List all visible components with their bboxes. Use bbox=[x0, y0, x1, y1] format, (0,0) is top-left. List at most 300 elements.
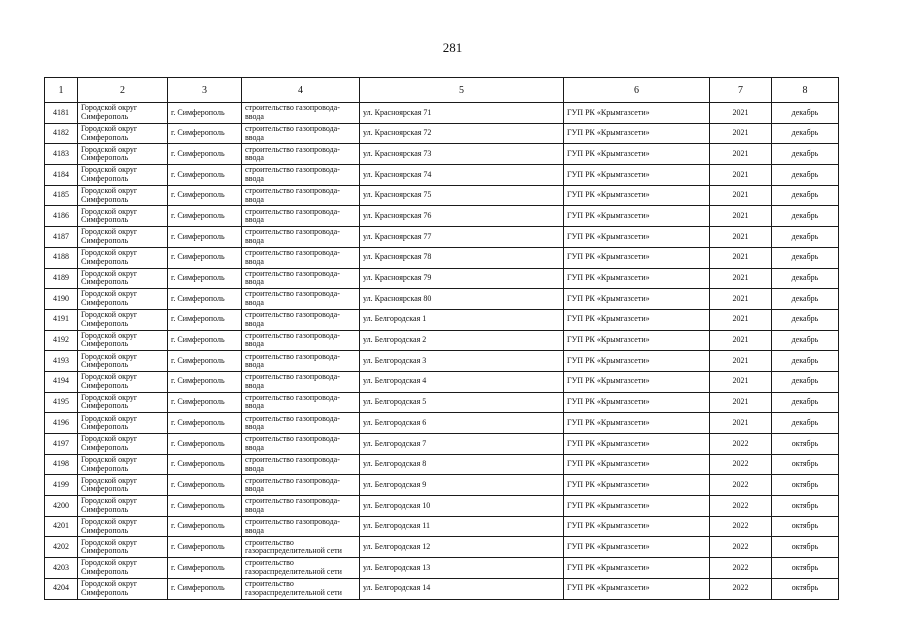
address-cell: ул. Белгородская 14 bbox=[360, 578, 564, 599]
organization-cell: ГУП РК «Крымгазсети» bbox=[564, 434, 710, 455]
year-cell: 2021 bbox=[710, 351, 772, 372]
work-type-line: ввода bbox=[245, 235, 264, 245]
address-cell: ул. Белгородская 13 bbox=[360, 558, 564, 579]
organization-cell: ГУП РК «Крымгазсети» bbox=[564, 103, 710, 124]
organization-cell: ГУП РК «Крымгазсети» bbox=[564, 516, 710, 537]
work-type-cell bbox=[242, 537, 360, 558]
organization-cell: ГУП РК «Крымгазсети» bbox=[564, 413, 710, 434]
address-cell: ул. Белгородская 5 bbox=[360, 392, 564, 413]
work-type-line: строительство газопровода- bbox=[245, 330, 340, 340]
district-line: Городской округ bbox=[81, 579, 138, 589]
address-cell: ул. Красноярская 80 bbox=[360, 289, 564, 310]
column-header: 1 bbox=[45, 78, 78, 103]
city-cell: г. Симферополь bbox=[168, 206, 242, 227]
district-cell bbox=[78, 268, 168, 289]
address-cell: ул. Красноярская 77 bbox=[360, 227, 564, 248]
row-number-cell: 4192 bbox=[45, 330, 78, 351]
district-line: Симферополь bbox=[81, 504, 129, 514]
work-type-line: строительство bbox=[245, 558, 294, 568]
address-cell: ул. Белгородская 6 bbox=[360, 413, 564, 434]
work-type-line: газораспределительной сети bbox=[245, 566, 342, 576]
district-line: Городской округ bbox=[81, 165, 138, 175]
row-number-cell: 4199 bbox=[45, 475, 78, 496]
row-number-cell: 4187 bbox=[45, 227, 78, 248]
work-type-line: ввода bbox=[245, 525, 264, 535]
district-line: Городской округ bbox=[81, 454, 138, 464]
month-cell: октябрь bbox=[772, 558, 839, 579]
district-cell bbox=[78, 413, 168, 434]
address-cell: ул. Красноярская 71 bbox=[360, 103, 564, 124]
work-type-cell bbox=[242, 144, 360, 165]
work-type-line: ввода bbox=[245, 318, 264, 328]
year-cell: 2021 bbox=[710, 165, 772, 186]
city-cell: г. Симферополь bbox=[168, 454, 242, 475]
city-cell: г. Симферополь bbox=[168, 268, 242, 289]
work-type-line: ввода bbox=[245, 111, 264, 121]
district-line: Симферополь bbox=[81, 339, 129, 349]
district-cell bbox=[78, 330, 168, 351]
address-cell: ул. Красноярская 73 bbox=[360, 144, 564, 165]
district-line: Городской округ bbox=[81, 186, 138, 195]
row-number-cell: 4198 bbox=[45, 454, 78, 475]
district-line: Городской округ bbox=[81, 206, 138, 216]
district-line: Городской округ bbox=[81, 351, 138, 361]
row-number-cell: 4186 bbox=[45, 206, 78, 227]
row-number-cell: 4204 bbox=[45, 578, 78, 599]
address-cell: ул. Белгородская 2 bbox=[360, 330, 564, 351]
work-type-line: строительство газопровода- bbox=[245, 248, 340, 258]
year-cell: 2022 bbox=[710, 537, 772, 558]
district-line: Городской округ bbox=[81, 103, 138, 113]
year-cell: 2022 bbox=[710, 496, 772, 517]
work-type-cell bbox=[242, 558, 360, 579]
table-row bbox=[45, 103, 839, 124]
address-cell: ул. Белгородская 12 bbox=[360, 537, 564, 558]
column-header: 4 bbox=[242, 78, 360, 103]
table-row bbox=[45, 371, 839, 392]
district-cell bbox=[78, 475, 168, 496]
city-cell: г. Симферополь bbox=[168, 123, 242, 144]
district-cell bbox=[78, 496, 168, 517]
month-cell: октябрь bbox=[772, 516, 839, 537]
address-cell: ул. Красноярская 72 bbox=[360, 123, 564, 144]
work-type-line: газораспределительной сети bbox=[245, 546, 342, 556]
work-type-cell bbox=[242, 227, 360, 248]
work-type-cell bbox=[242, 578, 360, 599]
district-cell bbox=[78, 558, 168, 579]
row-number-cell: 4201 bbox=[45, 516, 78, 537]
organization-cell: ГУП РК «Крымгазсети» bbox=[564, 123, 710, 144]
address-cell: ул. Белгородская 7 bbox=[360, 434, 564, 455]
year-cell: 2021 bbox=[710, 268, 772, 289]
table-row bbox=[45, 247, 839, 268]
work-type-line: строительство газопровода- bbox=[245, 413, 340, 423]
row-number-cell: 4182 bbox=[45, 123, 78, 144]
organization-cell: ГУП РК «Крымгазсети» bbox=[564, 578, 710, 599]
district-line: Городской округ bbox=[81, 248, 138, 258]
work-type-cell bbox=[242, 475, 360, 496]
year-cell: 2022 bbox=[710, 434, 772, 455]
city-cell: г. Симферополь bbox=[168, 144, 242, 165]
organization-cell: ГУП РК «Крымгазсети» bbox=[564, 289, 710, 310]
organization-cell: ГУП РК «Крымгазсети» bbox=[564, 558, 710, 579]
year-cell: 2021 bbox=[710, 309, 772, 330]
row-number-cell: 4197 bbox=[45, 434, 78, 455]
month-cell: декабрь bbox=[772, 185, 839, 206]
organization-cell: ГУП РК «Крымгазсети» bbox=[564, 496, 710, 517]
work-type-cell bbox=[242, 434, 360, 455]
work-type-line: ввода bbox=[245, 463, 264, 473]
district-cell bbox=[78, 309, 168, 330]
table-row bbox=[45, 309, 839, 330]
work-type-cell bbox=[242, 392, 360, 413]
district-line: Симферополь bbox=[81, 546, 129, 556]
work-type-line: ввода bbox=[245, 194, 264, 204]
district-line: Симферополь bbox=[81, 401, 129, 411]
row-number-cell: 4189 bbox=[45, 268, 78, 289]
district-line: Симферополь bbox=[81, 566, 129, 576]
work-type-line: строительство газопровода- bbox=[245, 165, 340, 175]
table-row bbox=[45, 558, 839, 579]
organization-cell: ГУП РК «Крымгазсети» bbox=[564, 392, 710, 413]
organization-cell: ГУП РК «Крымгазсети» bbox=[564, 227, 710, 248]
district-line: Городской округ bbox=[81, 434, 138, 444]
district-line: Симферополь bbox=[81, 587, 129, 597]
district-cell bbox=[78, 227, 168, 248]
work-type-cell bbox=[242, 309, 360, 330]
district-line: Симферополь bbox=[81, 298, 129, 308]
row-number-cell: 4185 bbox=[45, 185, 78, 206]
year-cell: 2021 bbox=[710, 185, 772, 206]
district-line: Городской округ bbox=[81, 558, 138, 568]
district-line: Симферополь bbox=[81, 153, 129, 163]
city-cell: г. Симферополь bbox=[168, 434, 242, 455]
city-cell: г. Симферополь bbox=[168, 289, 242, 310]
district-cell bbox=[78, 144, 168, 165]
district-line: Городской округ bbox=[81, 330, 138, 340]
district-cell bbox=[78, 165, 168, 186]
work-type-line: газораспределительной сети bbox=[245, 587, 342, 597]
city-cell: г. Симферополь bbox=[168, 558, 242, 579]
row-number-cell: 4195 bbox=[45, 392, 78, 413]
organization-cell: ГУП РК «Крымгазсети» bbox=[564, 206, 710, 227]
organization-cell: ГУП РК «Крымгазсети» bbox=[564, 268, 710, 289]
work-type-line: ввода bbox=[245, 401, 264, 411]
district-line: Симферополь bbox=[81, 132, 129, 142]
month-cell: декабрь bbox=[772, 289, 839, 310]
organization-cell: ГУП РК «Крымгазсети» bbox=[564, 165, 710, 186]
district-line: Симферополь bbox=[81, 422, 129, 432]
work-type-line: строительство газопровода- bbox=[245, 123, 340, 133]
district-line: Городской округ bbox=[81, 413, 138, 423]
address-cell: ул. Белгородская 1 bbox=[360, 309, 564, 330]
district-line: Городской округ bbox=[81, 517, 138, 526]
row-number-cell: 4202 bbox=[45, 537, 78, 558]
year-cell: 2021 bbox=[710, 227, 772, 248]
work-type-line: строительство газопровода- bbox=[245, 103, 340, 113]
row-number-cell: 4191 bbox=[45, 309, 78, 330]
district-line: Симферополь bbox=[81, 380, 129, 390]
table-row bbox=[45, 185, 839, 206]
district-line: Симферополь bbox=[81, 256, 129, 266]
table-row bbox=[45, 434, 839, 455]
row-number-cell: 4184 bbox=[45, 165, 78, 186]
year-cell: 2021 bbox=[710, 103, 772, 124]
city-cell: г. Симферополь bbox=[168, 330, 242, 351]
work-type-cell bbox=[242, 165, 360, 186]
work-type-line: строительство газопровода- bbox=[245, 268, 340, 278]
work-type-line: ввода bbox=[245, 422, 264, 432]
district-line: Симферополь bbox=[81, 277, 129, 287]
organization-cell: ГУП РК «Крымгазсети» bbox=[564, 351, 710, 372]
district-line: Городской округ bbox=[81, 372, 138, 382]
city-cell: г. Симферополь bbox=[168, 103, 242, 124]
table-row bbox=[45, 206, 839, 227]
organization-cell: ГУП РК «Крымгазсети» bbox=[564, 454, 710, 475]
city-cell: г. Симферополь bbox=[168, 413, 242, 434]
city-cell: г. Симферополь bbox=[168, 247, 242, 268]
work-type-line: строительство газопровода- bbox=[245, 496, 340, 506]
district-cell bbox=[78, 351, 168, 372]
work-type-cell bbox=[242, 268, 360, 289]
year-cell: 2022 bbox=[710, 516, 772, 537]
address-cell: ул. Белгородская 8 bbox=[360, 454, 564, 475]
work-type-cell bbox=[242, 413, 360, 434]
district-cell bbox=[78, 578, 168, 599]
year-cell: 2021 bbox=[710, 371, 772, 392]
organization-cell: ГУП РК «Крымгазсети» bbox=[564, 144, 710, 165]
district-cell bbox=[78, 392, 168, 413]
address-cell: ул. Красноярская 76 bbox=[360, 206, 564, 227]
address-cell: ул. Белгородская 10 bbox=[360, 496, 564, 517]
city-cell: г. Симферополь bbox=[168, 578, 242, 599]
table-row bbox=[45, 413, 839, 434]
month-cell: октябрь bbox=[772, 578, 839, 599]
year-cell: 2021 bbox=[710, 144, 772, 165]
district-cell bbox=[78, 434, 168, 455]
month-cell: декабрь bbox=[772, 123, 839, 144]
organization-cell: ГУП РК «Крымгазсети» bbox=[564, 330, 710, 351]
table-row bbox=[45, 475, 839, 496]
district-line: Городской округ bbox=[81, 144, 138, 154]
table-row bbox=[45, 144, 839, 165]
work-type-line: строительство газопровода- bbox=[245, 289, 340, 299]
city-cell: г. Симферополь bbox=[168, 165, 242, 186]
month-cell: декабрь bbox=[772, 371, 839, 392]
year-cell: 2022 bbox=[710, 475, 772, 496]
district-line: Симферополь bbox=[81, 442, 129, 452]
work-type-line: строительство газопровода- bbox=[245, 186, 340, 195]
address-cell: ул. Красноярская 74 bbox=[360, 165, 564, 186]
city-cell: г. Симферополь bbox=[168, 475, 242, 496]
column-header: 8 bbox=[772, 78, 839, 103]
gas-works-table bbox=[44, 77, 839, 600]
city-cell: г. Симферополь bbox=[168, 351, 242, 372]
work-type-line: строительство bbox=[245, 537, 294, 547]
month-cell: декабрь bbox=[772, 103, 839, 124]
work-type-line: строительство газопровода- bbox=[245, 454, 340, 464]
work-type-line: ввода bbox=[245, 380, 264, 390]
work-type-line: ввода bbox=[245, 256, 264, 266]
work-type-line: ввода bbox=[245, 277, 264, 287]
table-row bbox=[45, 330, 839, 351]
table-row bbox=[45, 537, 839, 558]
work-type-line: ввода bbox=[245, 153, 264, 163]
district-cell bbox=[78, 206, 168, 227]
district-line: Городской округ bbox=[81, 123, 138, 133]
month-cell: октябрь bbox=[772, 537, 839, 558]
work-type-line: строительство газопровода- bbox=[245, 475, 340, 485]
table-row bbox=[45, 392, 839, 413]
work-type-line: строительство газопровода- bbox=[245, 434, 340, 444]
work-type-cell bbox=[242, 330, 360, 351]
work-type-line: строительство газопровода- bbox=[245, 517, 340, 526]
work-type-cell bbox=[242, 289, 360, 310]
work-type-line: ввода bbox=[245, 504, 264, 514]
table-row bbox=[45, 268, 839, 289]
district-line: Симферополь bbox=[81, 525, 129, 535]
district-line: Симферополь bbox=[81, 235, 129, 245]
year-cell: 2021 bbox=[710, 413, 772, 434]
year-cell: 2021 bbox=[710, 123, 772, 144]
city-cell: г. Симферополь bbox=[168, 185, 242, 206]
work-type-line: строительство газопровода- bbox=[245, 227, 340, 237]
work-type-line: ввода bbox=[245, 360, 264, 370]
address-cell: ул. Белгородская 4 bbox=[360, 371, 564, 392]
year-cell: 2021 bbox=[710, 330, 772, 351]
district-line: Городской округ bbox=[81, 392, 138, 402]
work-type-cell bbox=[242, 206, 360, 227]
table-row bbox=[45, 578, 839, 599]
work-type-cell bbox=[242, 496, 360, 517]
district-line: Городской округ bbox=[81, 537, 138, 547]
work-type-line: ввода bbox=[245, 173, 264, 183]
district-line: Симферополь bbox=[81, 173, 129, 183]
month-cell: декабрь bbox=[772, 144, 839, 165]
work-type-line: строительство газопровода- bbox=[245, 144, 340, 154]
table-row bbox=[45, 496, 839, 517]
work-type-cell bbox=[242, 371, 360, 392]
month-cell: декабрь bbox=[772, 351, 839, 372]
row-number-cell: 4203 bbox=[45, 558, 78, 579]
work-type-cell bbox=[242, 516, 360, 537]
city-cell: г. Симферополь bbox=[168, 516, 242, 537]
district-cell bbox=[78, 123, 168, 144]
district-line: Симферополь bbox=[81, 360, 129, 370]
month-cell: декабрь bbox=[772, 392, 839, 413]
district-line: Городской округ bbox=[81, 289, 138, 299]
district-line: Симферополь bbox=[81, 463, 129, 473]
work-type-line: ввода bbox=[245, 215, 264, 225]
work-type-line: ввода bbox=[245, 339, 264, 349]
district-line: Городской округ bbox=[81, 227, 138, 237]
city-cell: г. Симферополь bbox=[168, 227, 242, 248]
table-body bbox=[45, 103, 839, 600]
city-cell: г. Симферополь bbox=[168, 309, 242, 330]
work-type-cell bbox=[242, 185, 360, 206]
district-line: Городской округ bbox=[81, 496, 138, 506]
row-number-cell: 4193 bbox=[45, 351, 78, 372]
row-number-cell: 4194 bbox=[45, 371, 78, 392]
month-cell: декабрь bbox=[772, 206, 839, 227]
work-type-cell bbox=[242, 123, 360, 144]
work-type-line: строительство газопровода- bbox=[245, 392, 340, 402]
table-row bbox=[45, 351, 839, 372]
table-row bbox=[45, 516, 839, 537]
row-number-cell: 4200 bbox=[45, 496, 78, 517]
district-cell bbox=[78, 103, 168, 124]
organization-cell: ГУП РК «Крымгазсети» bbox=[564, 247, 710, 268]
district-line: Симферополь bbox=[81, 194, 129, 204]
year-cell: 2021 bbox=[710, 392, 772, 413]
work-type-cell bbox=[242, 351, 360, 372]
district-cell bbox=[78, 516, 168, 537]
work-type-line: ввода bbox=[245, 442, 264, 452]
work-type-line: ввода bbox=[245, 132, 264, 142]
row-number-cell: 4190 bbox=[45, 289, 78, 310]
year-cell: 2021 bbox=[710, 206, 772, 227]
work-type-line: ввода bbox=[245, 484, 264, 494]
city-cell: г. Симферополь bbox=[168, 392, 242, 413]
city-cell: г. Симферополь bbox=[168, 371, 242, 392]
column-header: 6 bbox=[564, 78, 710, 103]
row-number-cell: 4183 bbox=[45, 144, 78, 165]
district-cell bbox=[78, 454, 168, 475]
row-number-cell: 4181 bbox=[45, 103, 78, 124]
district-cell bbox=[78, 185, 168, 206]
table-row bbox=[45, 123, 839, 144]
work-type-line: ввода bbox=[245, 298, 264, 308]
year-cell: 2021 bbox=[710, 289, 772, 310]
work-type-line: строительство bbox=[245, 579, 294, 589]
column-header: 2 bbox=[78, 78, 168, 103]
table-row bbox=[45, 454, 839, 475]
year-cell: 2021 bbox=[710, 247, 772, 268]
month-cell: декабрь bbox=[772, 268, 839, 289]
address-cell: ул. Красноярская 78 bbox=[360, 247, 564, 268]
address-cell: ул. Белгородская 3 bbox=[360, 351, 564, 372]
organization-cell: ГУП РК «Крымгазсети» bbox=[564, 309, 710, 330]
work-type-cell bbox=[242, 454, 360, 475]
table-row bbox=[45, 165, 839, 186]
district-line: Симферополь bbox=[81, 484, 129, 494]
district-cell bbox=[78, 537, 168, 558]
district-line: Симферополь bbox=[81, 111, 129, 121]
month-cell: октябрь bbox=[772, 475, 839, 496]
district-line: Городской округ bbox=[81, 268, 138, 278]
month-cell: октябрь bbox=[772, 454, 839, 475]
table-row bbox=[45, 227, 839, 248]
organization-cell: ГУП РК «Крымгазсети» bbox=[564, 185, 710, 206]
organization-cell: ГУП РК «Крымгазсети» bbox=[564, 371, 710, 392]
address-cell: ул. Белгородская 11 bbox=[360, 516, 564, 537]
row-number-cell: 4196 bbox=[45, 413, 78, 434]
district-cell bbox=[78, 371, 168, 392]
page-number: 281 bbox=[442, 40, 463, 55]
organization-cell: ГУП РК «Крымгазсети» bbox=[564, 537, 710, 558]
month-cell: декабрь bbox=[772, 247, 839, 268]
district-cell bbox=[78, 247, 168, 268]
month-cell: декабрь bbox=[772, 165, 839, 186]
work-type-line: строительство газопровода- bbox=[245, 310, 340, 320]
column-header: 5 bbox=[360, 78, 564, 103]
address-cell: ул. Красноярская 79 bbox=[360, 268, 564, 289]
month-cell: декабрь bbox=[772, 309, 839, 330]
district-line: Симферополь bbox=[81, 318, 129, 328]
year-cell: 2022 bbox=[710, 578, 772, 599]
district-line: Симферополь bbox=[81, 215, 129, 225]
district-line: Городской округ bbox=[81, 310, 138, 320]
